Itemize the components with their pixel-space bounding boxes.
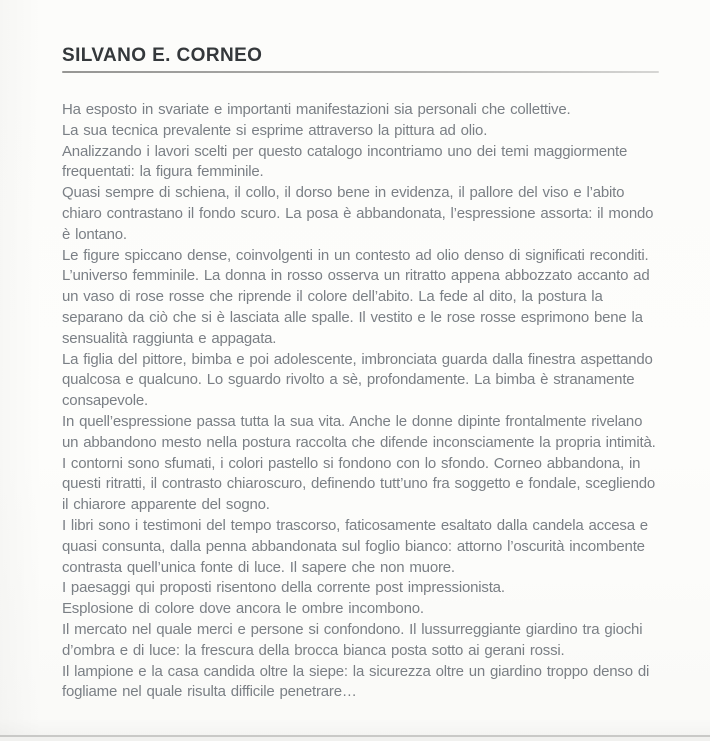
paragraph: La sua tecnica prevalente si esprime attraverso la pittura ad olio. (62, 121, 488, 139)
paragraph: In quell’espressione passa tutta la sua vita. Anche le donne dipinte frontalmente rivelano un abbandono mesto nella postura raccolta che difende inconsciamente la propria intimità. I contorni sono sfumati, i colori pastello si fondono con lo sfondo. Corneo abbandona, in questi ritratti, il contrasto chiaroscuro, definendo tutt’uno fra soggetto e fondale, scegliendo il chiarore apparente del sogno. (62, 412, 656, 514)
paragraph: Analizzando i lavori scelti per questo catalogo incontriamo uno dei temi maggiormente frequentati: la figura femminile. (62, 142, 628, 181)
scan-below-page-area (0, 737, 710, 741)
page-title: SILVANO E. CORNEO (62, 45, 263, 66)
paragraph: Ha esposto in svariate e importanti manifestazioni sia personali che collettive. (62, 101, 571, 118)
paragraph: Esplosione di colore dove ancora le ombre incombono. (62, 600, 424, 618)
paragraph: La figlia del pittore, bimba e poi adolescente, imbronciata guarda dalla finestra aspettando qualcosa e qualcuno. Lo sguardo rivolto a sè, profondamente. La bimba è stranamente consapevole. (62, 350, 653, 410)
paragraph: I paesaggi qui proposti risentono della corrente post impressionista. (62, 579, 505, 597)
paragraph: Quasi sempre di schiena, il collo, il dorso bene in evidenza, il pallore del viso e l’abito chiaro contrastano il fondo scuro. La posa è abbandonata, l’espressione assorta: il mondo è lontano. (62, 184, 654, 243)
paragraph: L’universo femminile. La donna in rosso osserva un ritratto appena abbozzato accanto ad un vaso di rose rosse che riprende il colore dell’abito. La fede al dito, la postura la separano da ciò che si è lasciata alle spalle. Il vestito e le rose rosse esprimono bene la sensualità raggiunta e appagata. (62, 267, 650, 347)
paragraph: I libri sono i testimoni del tempo trascorso, faticosamente esaltato dalla candela accesa e quasi consunta, dalla penna abbandonata sul foglio bianco: attorno l’oscurità incombente contrasta quell’unica fonte di luce. Il sapere che non muore. (62, 516, 648, 576)
paragraph: Il mercato nel quale merci e persone si confondono. Il lussurreggiante giardino tra giochi d’ombra e di luce: la frescura della brocca bianca posta sotto ai gerani rossi. (62, 620, 643, 659)
title-underline-rule (62, 71, 659, 73)
paragraph: Le figure spiccano dense, coinvolgenti in un contesto ad olio denso di significati reconditi. (62, 246, 649, 264)
body-text (62, 100, 659, 703)
paragraph: Il lampione e la casa candida oltre la siepe: la sicurezza oltre un giardino troppo denso di fogliame nel quale risulta difficile penetrare… (62, 662, 650, 701)
